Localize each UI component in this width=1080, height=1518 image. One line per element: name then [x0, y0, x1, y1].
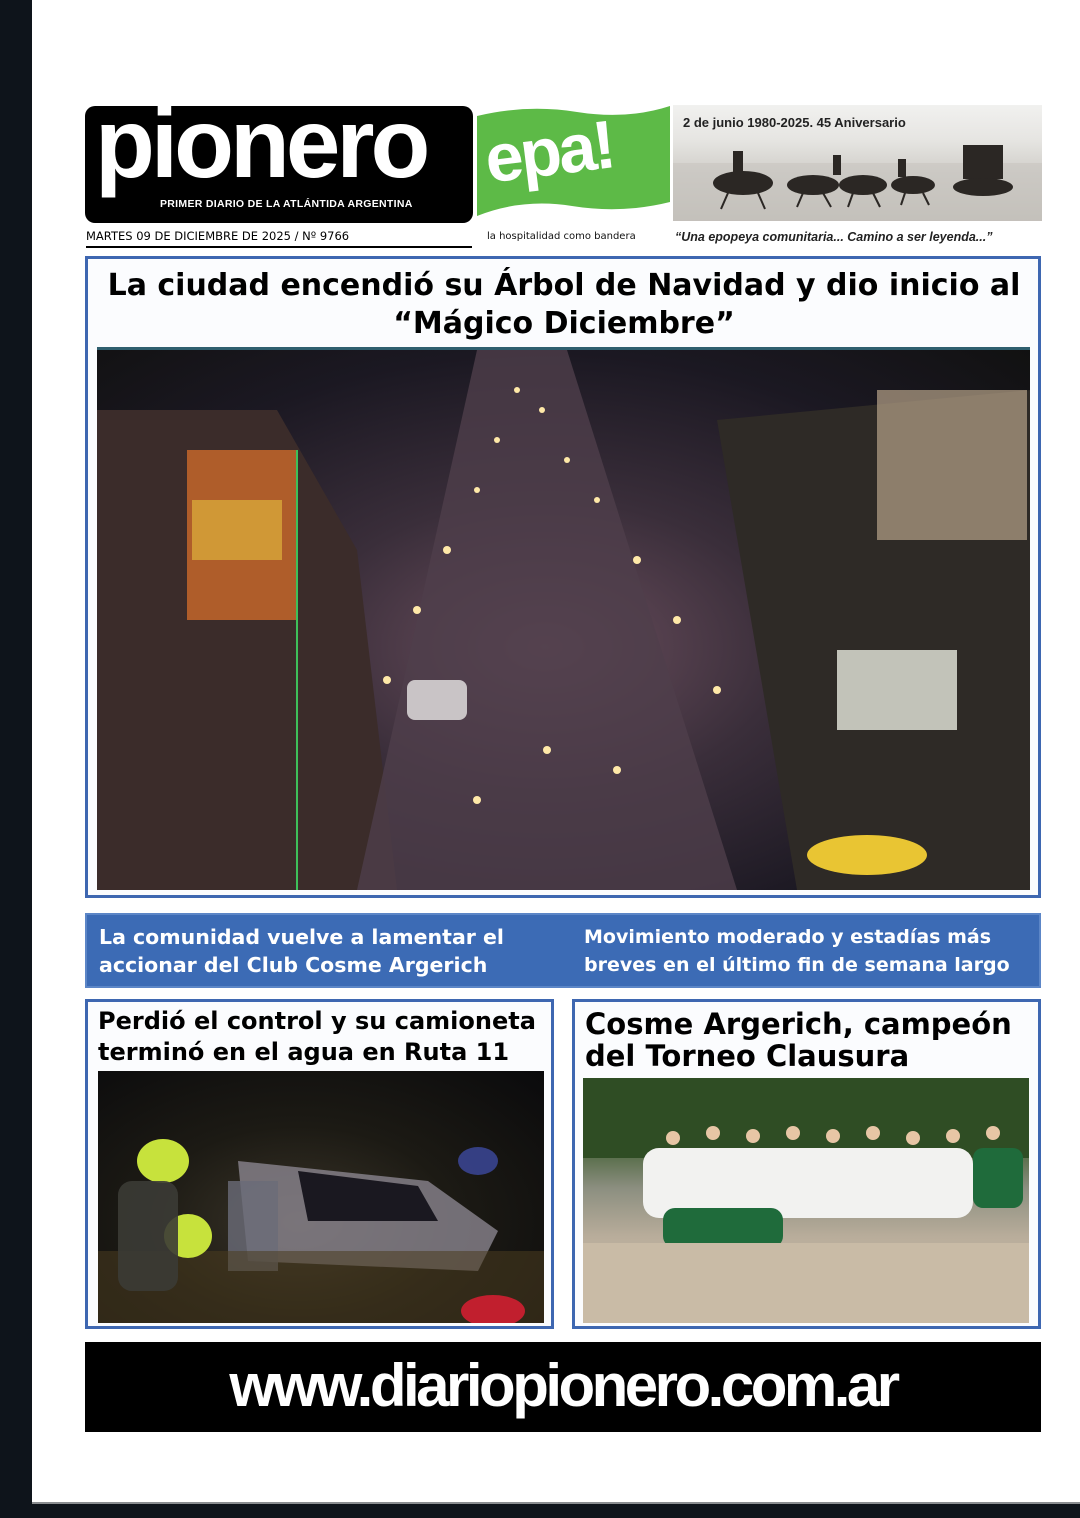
night-street-crowd-illustration: [97, 350, 1030, 890]
story-headline[interactable]: Perdió el control y su camioneta terminó en el agua en Ruta 11: [98, 1007, 536, 1066]
main-story-photo[interactable]: [97, 347, 1030, 890]
story-headline[interactable]: Cosme Argerich, campeón del Torneo Clausura: [585, 1007, 1012, 1073]
main-story[interactable]: [85, 256, 1041, 898]
teaser-club-cosme-argerich[interactable]: La comunidad vuelve a lamentar el accionar del Club Cosme Argerich: [99, 925, 504, 977]
logo-subtitle: PRIMER DIARIO DE LA ATLÁNTIDA ARGENTINA: [160, 198, 413, 210]
website-url[interactable]: www.diariopionero.com.ar: [229, 1352, 897, 1419]
story-cosme-argerich-champion[interactable]: [572, 999, 1041, 1329]
submerged-truck-illustration: [98, 1071, 544, 1323]
anniversary-quote: “Una epopeya comunitaria... Camino a ser leyenda...”: [675, 230, 993, 244]
teaser-long-weekend[interactable]: Movimiento moderado y estadías más breves en el último fin de semana largo: [584, 926, 1010, 976]
pionero-logo[interactable]: [85, 88, 473, 223]
anniversary-title: 2 de junio 1980-2025. 45 Aniversario: [683, 115, 906, 130]
team-celebration-illustration: [583, 1078, 1029, 1323]
epa-logo[interactable]: [477, 104, 670, 218]
anniversary-banner: [673, 105, 1042, 221]
logo-wordmark: pionero: [95, 88, 427, 198]
teaser-band: [85, 913, 1041, 988]
story-photo-team[interactable]: [583, 1078, 1029, 1323]
main-headline[interactable]: La ciudad encendió su Árbol de Navidad y dio inicio al “Mágico Diciembre”: [107, 268, 1021, 341]
story-photo-truck[interactable]: [98, 1071, 544, 1323]
epa-tagline: la hospitalidad como bandera: [487, 231, 636, 242]
story-truck-accident[interactable]: [85, 999, 554, 1329]
dateline: MARTES 09 DE DICIEMBRE DE 2025 / Nº 9766: [86, 229, 472, 248]
horse-riders-illustration: [673, 105, 1042, 221]
epa-wordmark: epa!: [480, 106, 617, 198]
website-url-banner[interactable]: [85, 1342, 1041, 1432]
